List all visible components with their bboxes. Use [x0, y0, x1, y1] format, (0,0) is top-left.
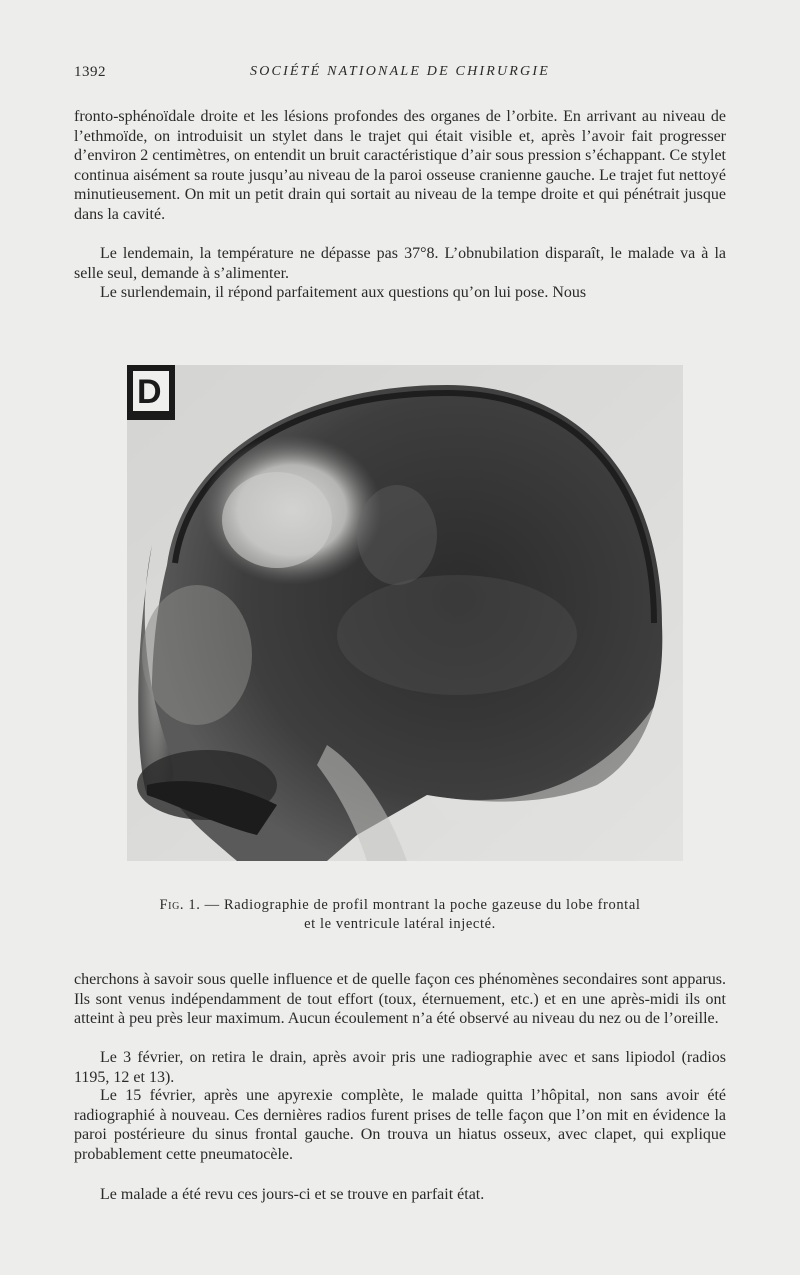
figure-label: Fig. 1.	[159, 897, 201, 913]
page-header	[74, 64, 726, 84]
body-paragraph-5: Le 3 février, on retira le drain, après avoir pris une radiographie avec et sans lipiodol (radios 1195, 12 et 13).	[74, 1049, 726, 1086]
caption-line-1: — Radiographie de profil montrant la poche gazeuse du lobe frontal	[200, 897, 641, 913]
radiograph-figure	[127, 365, 683, 861]
body-paragraph-3: Le surlendemain, il répond parfaitement aux questions qu’on lui pose. Nous	[100, 284, 587, 301]
body-paragraph-4: cherchons à savoir sous quelle influence et de quelle façon ces phénomènes secondaires sont apparus. Ils sont venus indépendamment de tout effort (toux, éternuement, etc.) et en une après-midi ils ont atteint à peu près leur maximum. Aucun écoulement n’a été observé au niveau du nez ou de l’oreille.	[74, 971, 726, 1027]
caption-line-2: et le ventricule latéral injecté.	[304, 916, 496, 932]
body-paragraph-7: Le malade a été revu ces jours-ci et se trouve en parfait état.	[100, 1186, 485, 1203]
figure-caption	[100, 896, 700, 934]
body-paragraph-1: fronto-sphénoïdale droite et les lésions profondes des organes de l’orbite. En arrivant au niveau de l’ethmoïde, on introduisit un stylet dans le trajet qui était visible et, après l’avoir fait progresser d’environ 2 centimètres, on entendit un bruit caractéristique d’air sous pression s’échappant. Ce stylet continua aisément sa route jusqu’au niveau de la paroi osseuse cranienne gauche. Le trajet fut nettoyé minutieusement. On mit un petit drain qui sortait au niveau de la tempe droite et qui pénétrait jusque dans la cavité.	[74, 108, 726, 223]
running-title: SOCIÉTÉ NATIONALE DE CHIRURGIE	[250, 64, 550, 79]
body-paragraph-6: Le 15 février, après une apyrexie complète, le malade quitta l’hôpital, non sans avoir été radiographié à nouveau. Ces dernières radios furent prises de telle façon que l’on mit en évidence la paroi postérieure du sinus frontal gauche. On trouva un hiatus osseux, avec clapet, qui explique probablement cette pneumatocèle.	[74, 1087, 726, 1163]
page-number: 1392	[74, 64, 106, 80]
skull-radiograph-image	[127, 365, 683, 861]
film-marker-letter: D	[137, 373, 162, 411]
body-paragraph-2: Le lendemain, la température ne dépasse pas 37°8. L’obnubilation disparaît, le malade va à la selle seul, demande à s’alimenter.	[74, 245, 726, 282]
